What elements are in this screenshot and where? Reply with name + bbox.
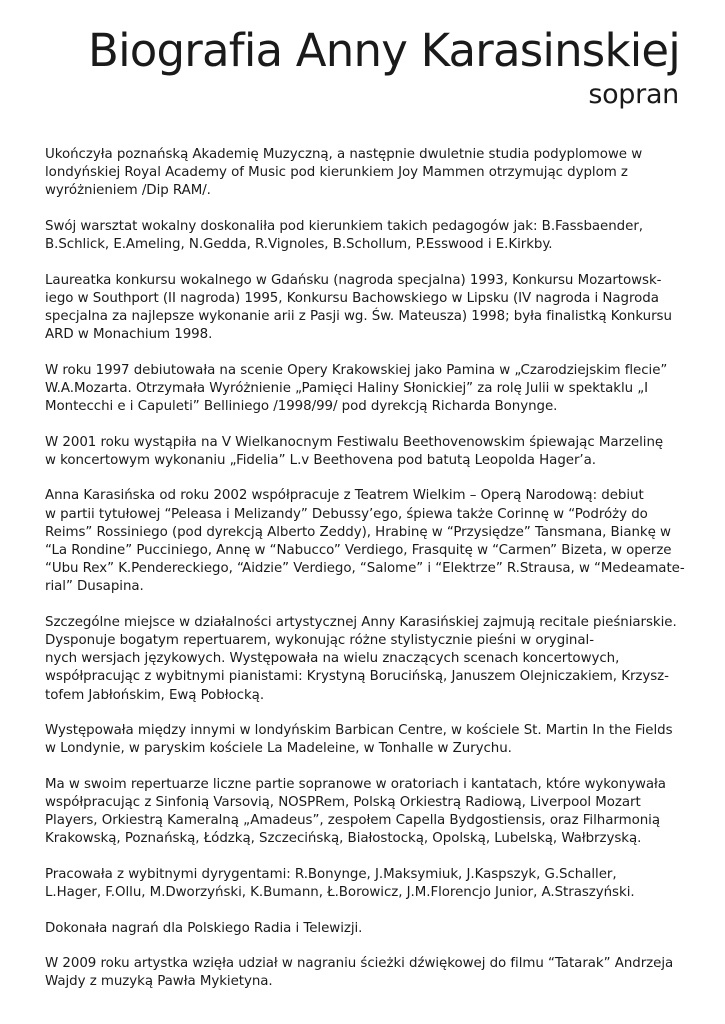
paragraph-line: Laureatka konkursu wokalnego w Gdańsku (nagroda specjalna) 1993, Konkursu Mozartowsk-	[45, 272, 662, 288]
paragraph-line: Anna Karasińska od roku 2002 współpracuje z Teatrem Wielkim – Operą Narodową: debiut	[45, 488, 644, 504]
paragraph-line: Szczególne miejsce w działalności artystycznej Anny Karasińskiej zajmują recitale pieśniarskie.	[45, 614, 677, 630]
paragraph-line: tofem Jabłońskim, Ewą Pobłocką.	[45, 687, 265, 703]
paragraph-line: W 2001 roku wystąpiła na V Wielkanocnym Festiwalu Beethovenowskim śpiewając Marzelinę	[45, 434, 664, 450]
biography-paragraph	[45, 434, 685, 470]
biography-body	[45, 146, 685, 1009]
biography-paragraph	[45, 920, 685, 938]
page-title: Biografia Anny Karasinskiej	[88, 24, 680, 77]
paragraph-line: ARD w Monachium 1998.	[45, 327, 213, 343]
paragraph-line: Dokonała nagrań dla Polskiego Radia i Telewizji.	[45, 920, 363, 936]
paragraph-line: W roku 1997 debiutowała na scenie Opery Krakowskiej jako Pamina w „Czarodziejskim flecie”	[45, 362, 668, 378]
biography-paragraph	[45, 487, 685, 596]
paragraph-line: “Ubu Rex” K.Pendereckiego, “Aidzie” Verdiego, “Salome” i “Elektrze” R.Strausa, w “Medeamate-	[45, 561, 685, 577]
biography-paragraph	[45, 272, 685, 345]
paragraph-line: Montecchi e i Capuleti” Belliniego /1998/99/ pod dyrekcją Richarda Bonynge.	[45, 399, 558, 415]
paragraph-line: współpracując z wybitnymi pianistami: Krystyną Borucińską, Januszem Olejniczakiem, Krzysz-	[45, 669, 669, 685]
biography-paragraph	[45, 218, 685, 254]
biography-paragraph	[45, 614, 685, 705]
voice-type-subtitle: sopran	[588, 79, 679, 110]
paragraph-line: rial” Dusapina.	[45, 579, 144, 595]
paragraph-line: Ukończyła poznańską Akademię Muzyczną, a następnie dwuletnie studia podyplomowe w	[45, 147, 643, 162]
paragraph-line: B.Schlick, E.Ameling, N.Gedda, R.Vignoles, B.Schollum, P.Esswood i E.Kirkby.	[45, 237, 553, 253]
biography-paragraph	[45, 866, 685, 902]
paragraph-line: Dysponuje bogatym repertuarem, wykonując różne stylistycznie pieśni w oryginal-	[45, 633, 594, 649]
paragraph-line: Wajdy z muzyką Pawła Mykietyna.	[45, 974, 273, 990]
paragraph-line: Występowała między innymi w londyńskim Barbican Centre, w kościele St. Martin In the Fields	[45, 723, 673, 739]
paragraph-line: nych wersjach językowych. Występowała na wielu znaczących scenach koncertowych,	[45, 651, 620, 667]
paragraph-line: “La Rondine” Pucciniego, Annę w “Nabucco” Verdiego, Frasquitę w “Carmen” Bizeta, w operze	[45, 542, 672, 558]
biography-paragraph	[45, 955, 685, 991]
paragraph-line: wyróżnieniem /Dip RAM/.	[45, 183, 211, 199]
paragraph-line: Swój warsztat wokalny doskonaliła pod kierunkiem takich pedagogów jak: B.Fassbaender,	[45, 218, 643, 234]
biography-paragraph	[45, 776, 685, 849]
paragraph-line: w Londynie, w paryskim kościele La Madeleine, w Tonhalle w Zurychu.	[45, 741, 512, 757]
paragraph-line: Reims” Rossiniego (pod dyrekcją Alberto Zeddy), Hrabinę w “Przysiędze” Tansmana, Biankę w	[45, 524, 671, 540]
paragraph-line: współpracując z Sinfonią Varsovią, NOSPRem, Polską Orkiestrą Radiową, Liverpool Mozart	[45, 795, 641, 811]
paragraph-line: Ma w swoim repertuarze liczne partie sopranowe w oratoriach i kantatach, które wykonywała	[45, 776, 666, 792]
paragraph-line: Pracowała z wybitnymi dyrygentami: R.Bonynge, J.Maksymiuk, J.Kaspszyk, G.Schaller,	[45, 866, 617, 882]
paragraph-line: L.Hager, F.Ollu, M.Dworzyński, K.Bumann, Ł.Borowicz, J.M.Florencjo Junior, A.Straszyński.	[45, 885, 635, 901]
biography-paragraph	[45, 722, 685, 758]
paragraph-line: w partii tytułowej “Peleasa i Melizandy” Debussy’ego, śpiewa także Corinnę w “Podróży do	[45, 506, 648, 522]
paragraph-line: londyńskiej Royal Academy of Music pod kierunkiem Joy Mammen otrzymując dyplom z	[45, 165, 628, 181]
paragraph-line: W.A.Mozarta. Otrzymała Wyróżnienie „Pamięci Haliny Słonickiej” za rolę Julii w spektaklu „I	[45, 380, 649, 396]
biography-paragraph	[45, 146, 685, 201]
paragraph-line: W 2009 roku artystka wzięła udział w nagraniu ścieżki dźwiękowej do filmu “Tatarak” Andrzeja	[45, 956, 674, 972]
biography-paragraph	[45, 362, 685, 417]
paragraph-line: iego w Southport (II nagroda) 1995, Konkursu Bachowskiego w Lipsku (IV nagroda i Nagroda	[45, 290, 659, 306]
paragraph-line: w koncertowym wykonaniu „Fidelia” L.v Beethovena pod batutą Leopolda Hager’a.	[45, 452, 596, 468]
paragraph-line: specjalna za najlepsze wykonanie arii z Pasji wg. Św. Mateusza) 1998; była finalistką Konkursu	[45, 309, 672, 325]
paragraph-line: Krakowską, Poznańską, Łódzką, Szczecińską, Białostocką, Opolską, Lubelską, Wałbrzyską.	[45, 831, 642, 847]
paragraph-line: Players, Orkiestrą Kameralną „Amadeus”, zespołem Capella Bydgostiensis, oraz Filharmonią	[45, 813, 660, 829]
